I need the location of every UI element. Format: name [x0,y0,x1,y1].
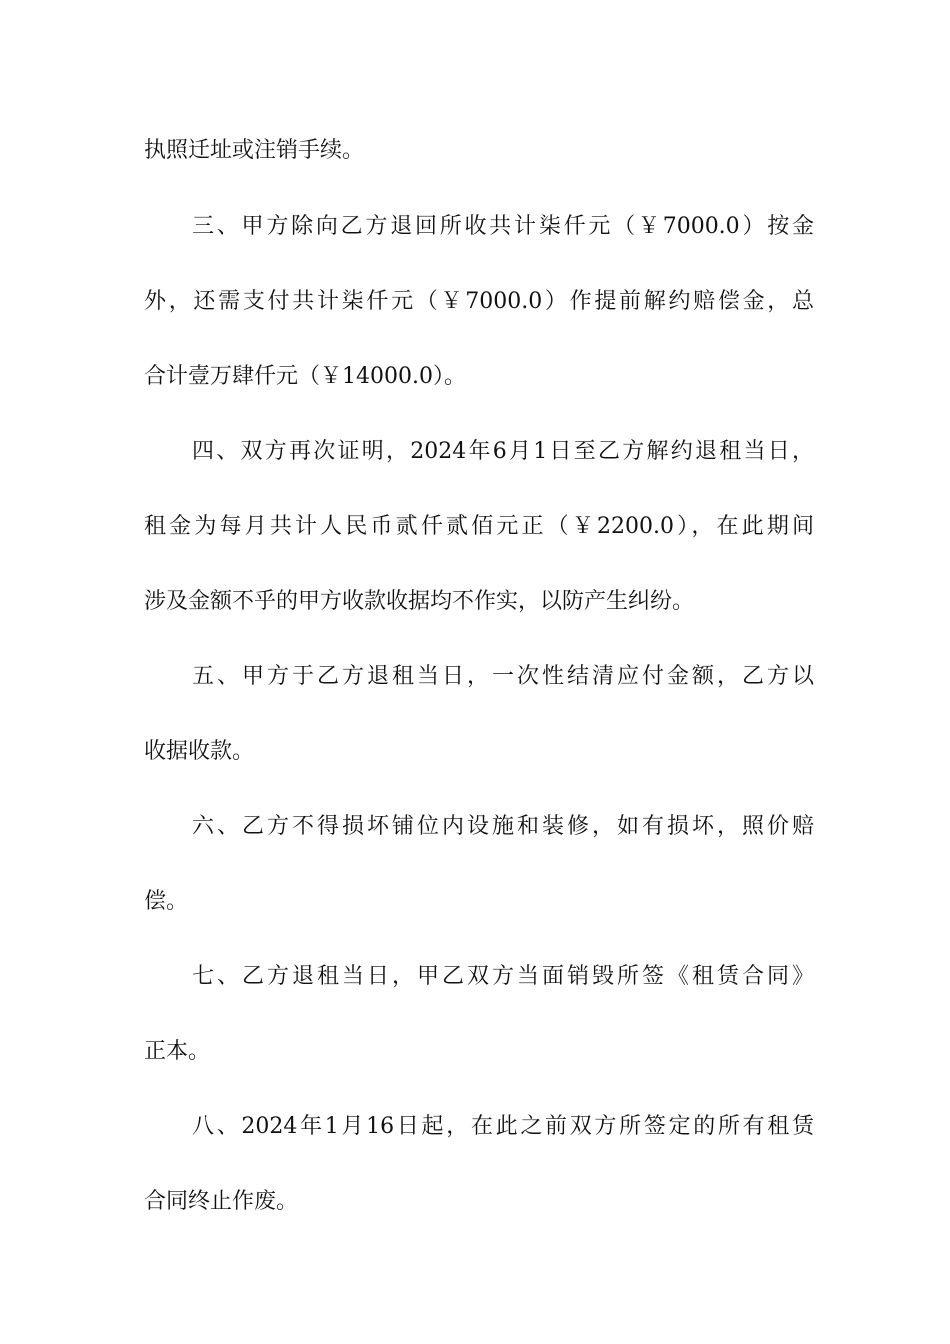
paragraph-line: 正本。 [144,1039,211,1064]
paragraph-line: 合同终止作废。 [144,1189,299,1214]
paragraph-line: 八、2024年1月16日起，在此之前双方所签定的所有租赁 [192,1114,814,1139]
paragraph-line: 三、甲方除向乙方退回所收共计柒仟元（￥7000.0）按金 [192,214,814,239]
paragraph-line: 偿。 [144,889,189,914]
paragraph-line: 外，还需支付共计柒仟元（￥7000.0）作提前解约赔偿金，总 [144,289,814,314]
paragraph-line: 收据收款。 [144,739,255,764]
paragraph-line: 五、甲方于乙方退租当日，一次性结清应付金额，乙方以 [192,664,814,689]
paragraph-line: 六、乙方不得损坏铺位内设施和装修，如有损坏，照价赔 [192,814,814,839]
paragraph-line: 七、乙方退租当日，甲乙双方当面销毁所签《租赁合同》 [192,964,814,989]
paragraph-line: 涉及金额不乎的甲方收款收据均不作实，以防产生纠纷。 [144,589,695,614]
paragraph-line: 执照迁址或注销手续。 [144,138,365,163]
paragraph-line: 四、双方再次证明，2024年6月1日至乙方解约退租当日， [192,439,814,464]
paragraph-line: 租金为每月共计人民币贰仟贰佰元正（￥2200.0），在此期间 [144,514,814,539]
paragraph-line: 合计壹万肆仟元（￥14000.0）。 [144,364,466,389]
